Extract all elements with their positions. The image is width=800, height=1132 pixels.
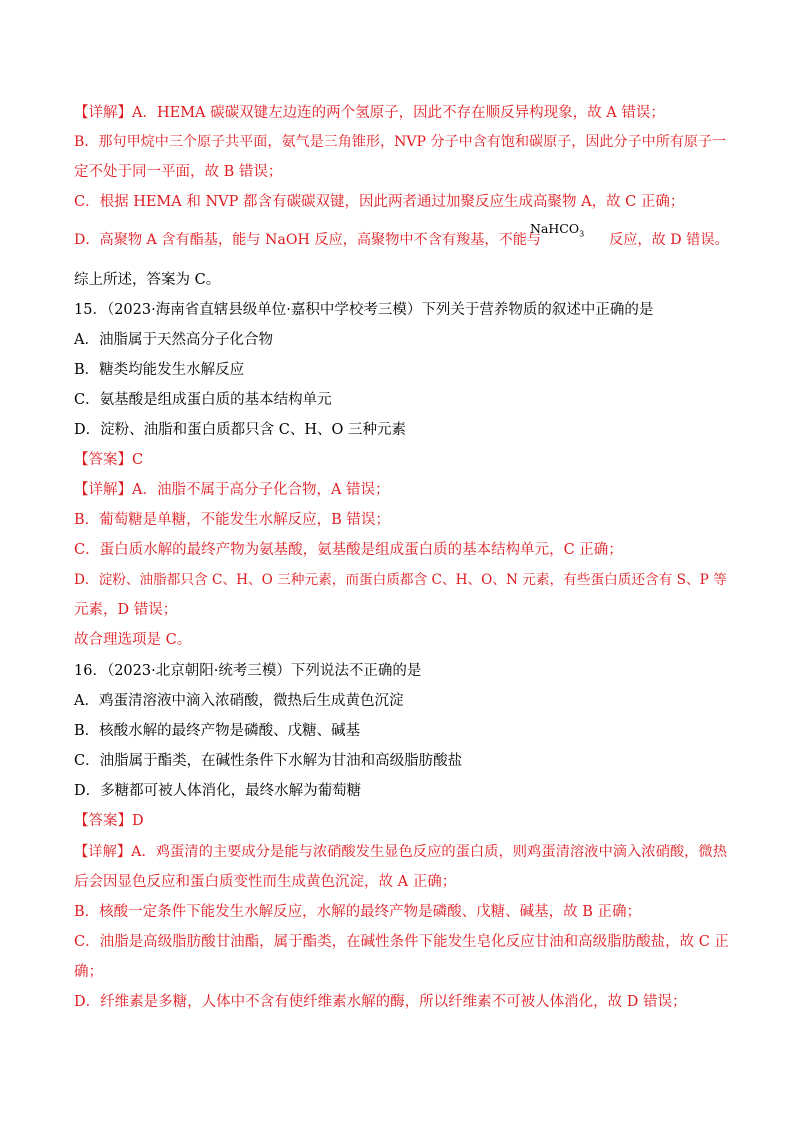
q15-option-b: B．糖类均能发生水解反应 (74, 362, 245, 378)
q16-stem: 16．（2023·北京朝阳·统考三模）下列说法不正确的是 (74, 663, 422, 679)
q14-summary: 综上所述，答案为 C。 (74, 272, 221, 288)
q14-detail-d (74, 230, 734, 250)
q15-option-d: D．淀粉、油脂和蛋白质都只含 C、H、O 三种元素 (74, 422, 406, 438)
q16-option-d: D．多糖都可被人体消化，最终水解为葡萄糖 (74, 783, 362, 799)
detail-label: 【详解】 (74, 482, 132, 498)
detail-text: A．油脂不属于高分子化合物，A 错误； (132, 482, 390, 498)
q15-answer (74, 450, 734, 470)
detail-d-before: D．高聚物 A 含有酯基，能与 NaOH 反应，高聚物中不含有羧基，不能与 (74, 232, 542, 248)
q14-detail-b-line1: B．那句甲烷中三个原子共平面，氨气是三角锥形，NVP 分子中含有饱和碳原子，因此分子中所有原子一 (74, 134, 727, 150)
q14-detail-b-line2: 定不处于同一平面，故 B 错误； (74, 164, 283, 180)
answer-value: D (132, 813, 144, 829)
formula-main: NaHCO (530, 221, 580, 236)
q15-summary: 故合理选项是 C。 (74, 632, 192, 648)
q16-option-b: B．核酸水解的最终产物是磷酸、戊糖、碱基 (74, 723, 361, 739)
q16-option-a: A．鸡蛋清溶液中滴入浓硝酸，微热后生成黄色沉淀 (74, 693, 404, 709)
q14-detail-c: C．根据 HEMA 和 NVP 都含有碳碳双键，因此两者通过加聚反应生成高聚物 A，故 C 正确； (74, 194, 685, 210)
q16-detail-c-line1: C．油脂是高级脂肪酸甘油酯，属于酯类，在碱性条件下能发生皂化反应甘油和高级脂肪酸盐，故 C 正 (74, 934, 729, 950)
q15-detail-a (74, 480, 734, 500)
answer-label: 【答案】 (74, 452, 132, 468)
q15-stem: 15．（2023·海南省直辖县级单位·嘉积中学校考三模）下列关于营养物质的叙述中正确的是 (74, 302, 654, 318)
q15-detail-d-line1: D．淀粉、油脂都只含 C、H、O 三种元素，而蛋白质都含 C、H、O、N 元素，有些蛋白质还含有 S、P 等 (74, 572, 727, 588)
q16-detail-a-line1 (74, 842, 734, 862)
q15-detail-b: B．葡萄糖是单糖，不能发生水解反应，B 错误； (74, 512, 390, 528)
detail-label: 【详解】 (74, 105, 132, 121)
q16-detail-c-line2: 确； (74, 964, 103, 980)
detail-text: A．HEMA 碳碳双键左边连的两个氢原子，因此不存在顺反异构现象，故 A 错误； (132, 105, 665, 121)
answer-value: C (132, 452, 144, 468)
q15-detail-c: C．蛋白质水解的最终产物为氨基酸，氨基酸是组成蛋白质的基本结构单元，C 正确； (74, 542, 623, 558)
detail-d-after: 反应，故 D 错误。 (609, 232, 729, 248)
q16-option-c: C．油脂属于酯类，在碱性条件下水解为甘油和高级脂肪酸盐 (74, 753, 463, 769)
detail-text: A．鸡蛋清的主要成分是能与浓硝酸发生显色反应的蛋白质，则鸡蛋清溶液中滴入浓硝酸，微热 (131, 844, 727, 860)
nahco3-formula (530, 222, 584, 242)
q15-detail-d-line2: 元素，D 错误； (74, 602, 178, 618)
answer-label: 【答案】 (74, 813, 132, 829)
q16-detail-d: D．纤维素是多糖，人体中不含有使纤维素水解的酶，所以纤维素不可被人体消化，故 D 错误； (74, 994, 687, 1010)
q15-option-a: A．油脂属于天然高分子化合物 (74, 332, 273, 348)
formula-subscript: 3 (579, 229, 585, 239)
q15-option-c: C．氨基酸是组成蛋白质的基本结构单元 (74, 392, 332, 408)
q16-answer (74, 811, 734, 831)
q14-detail-a (74, 103, 734, 123)
detail-label: 【详解】 (74, 844, 132, 860)
q16-detail-a-line2: 后会因显色反应和蛋白质变性而生成黄色沉淀，故 A 正确； (74, 874, 457, 890)
q16-detail-b: B．核酸一定条件下能发生水解反应，水解的最终产物是磷酸、戊糖、碱基，故 B 正确； (74, 904, 642, 920)
